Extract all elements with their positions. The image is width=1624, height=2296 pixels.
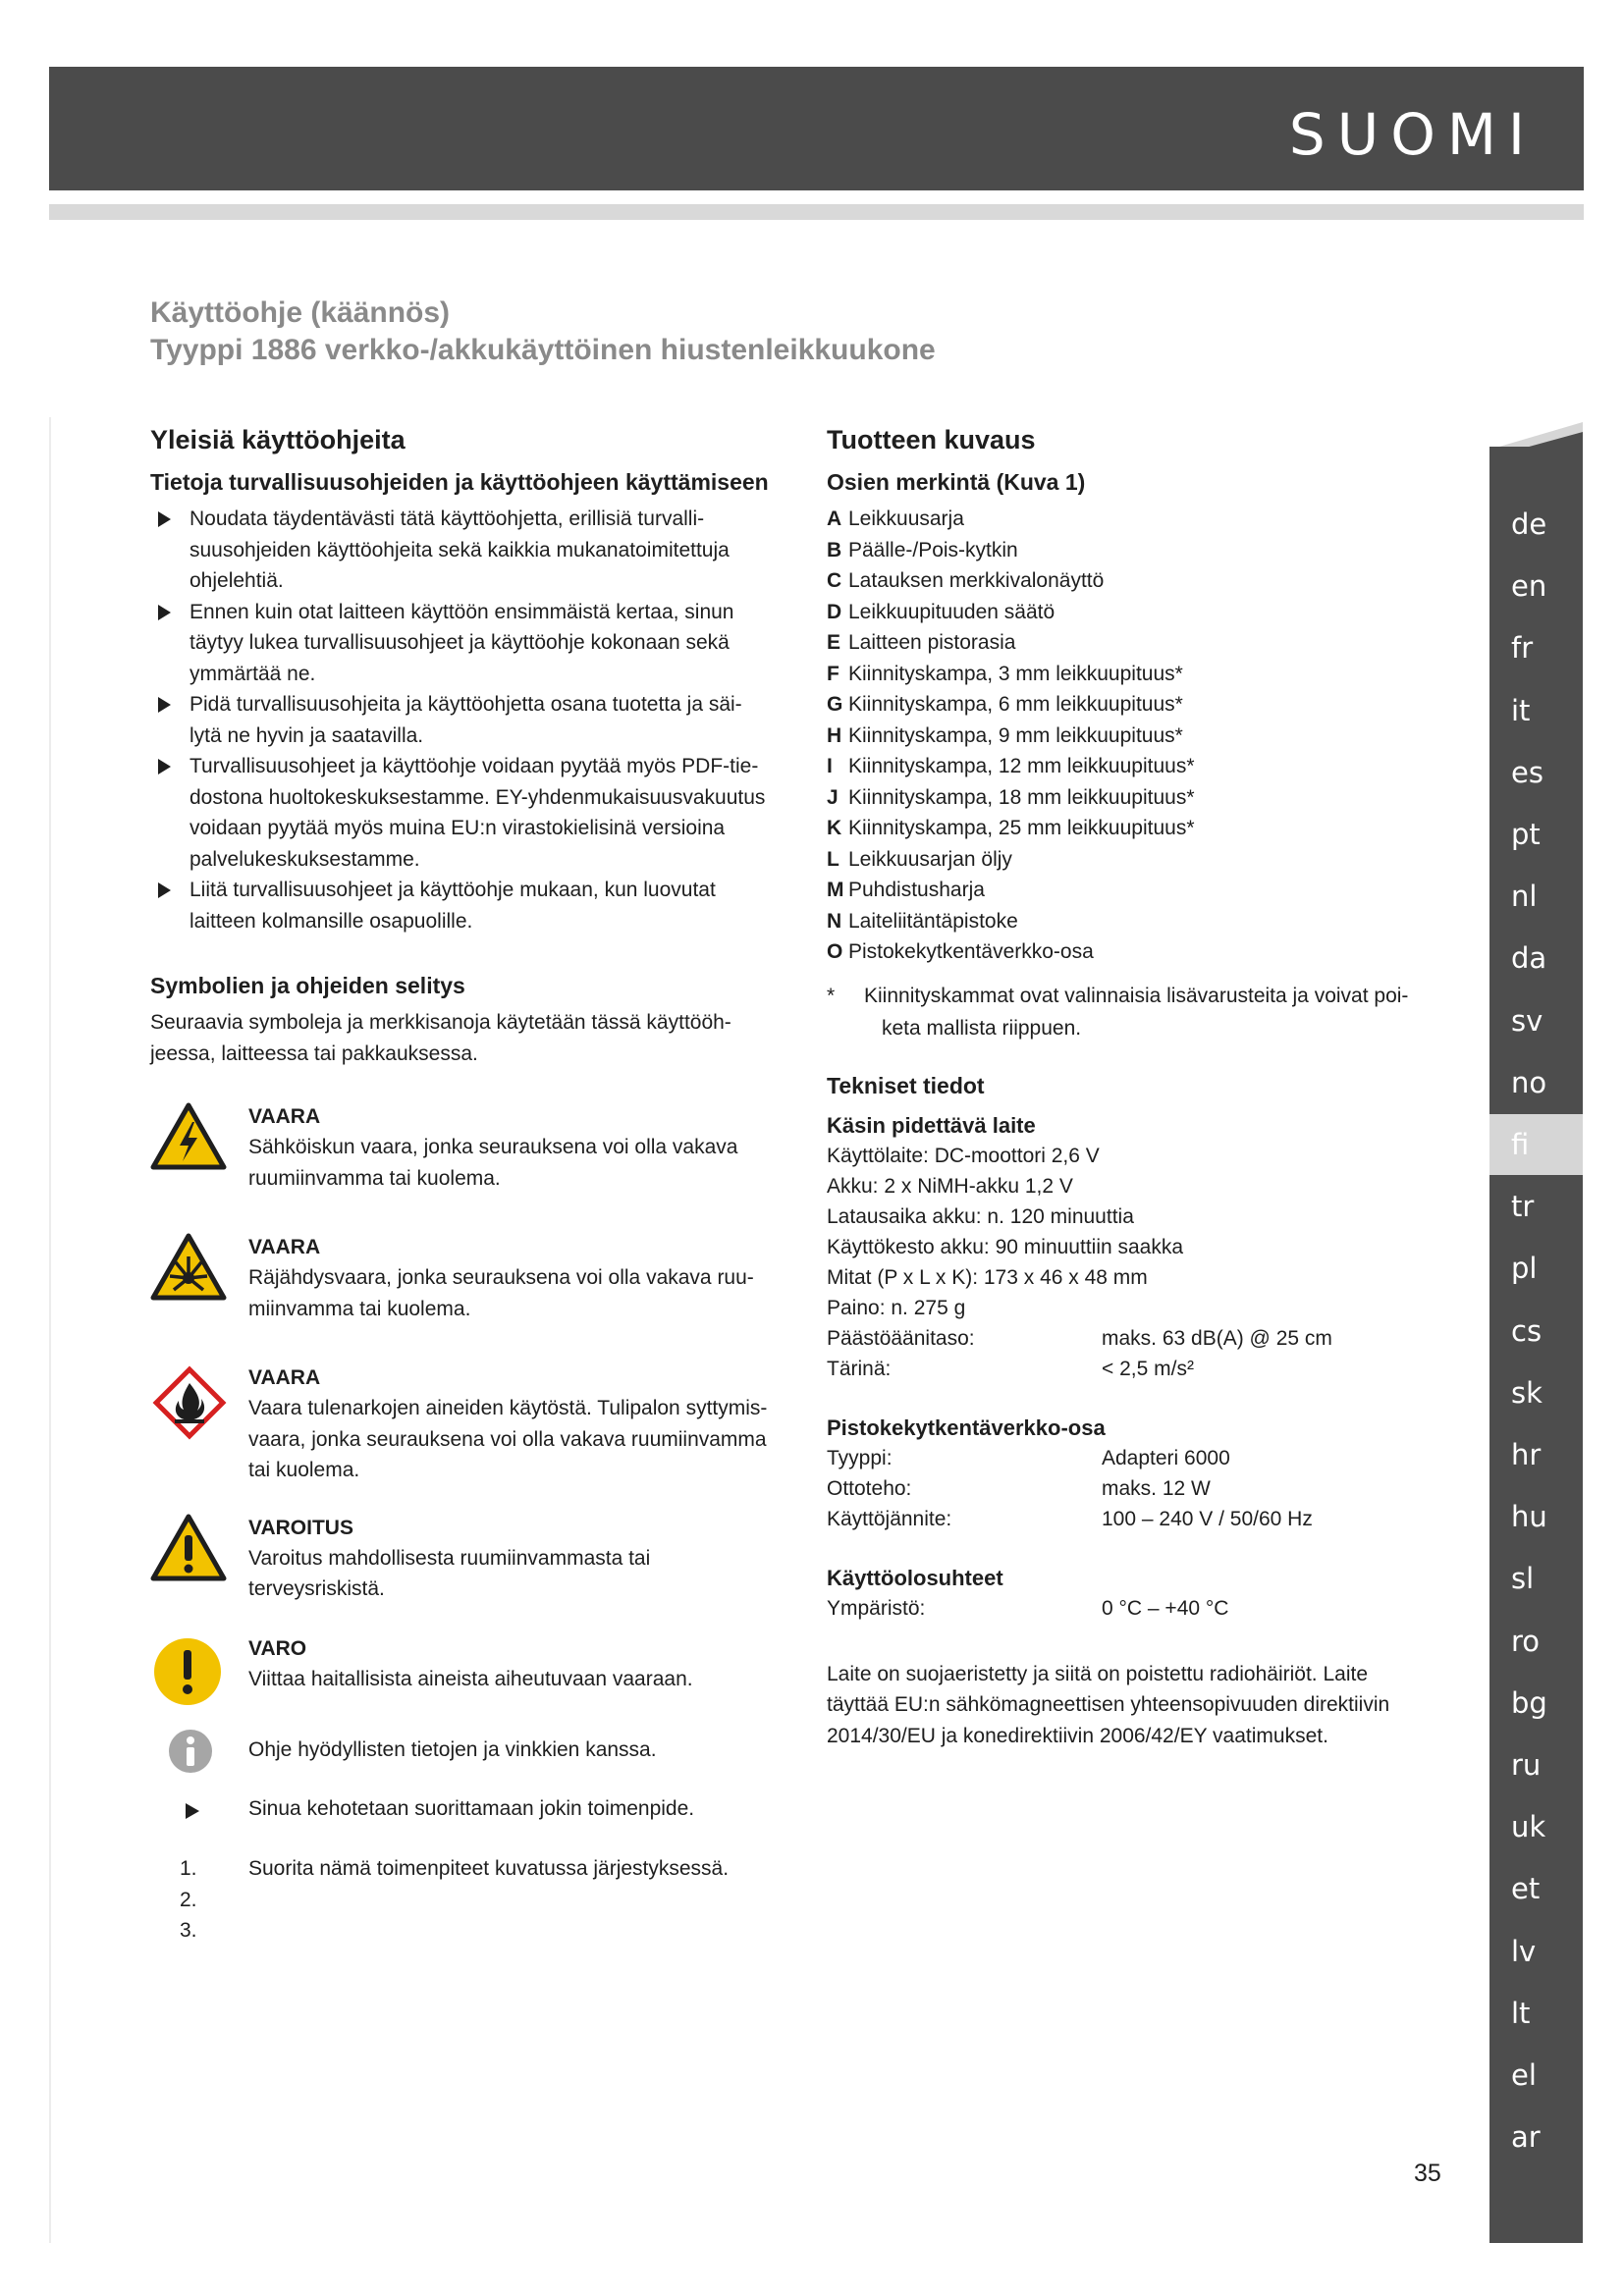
language-tab-el[interactable]: el [1511,2058,1537,2092]
bullet-item [150,689,779,751]
spec-line: Latausaika akku: n. 120 minuuttia [827,1204,1134,1228]
language-tab-cs[interactable]: cs [1511,1313,1543,1348]
tech-heading: Tekniset tiedot [827,1072,985,1098]
symbol-label: VAARA [248,1366,321,1389]
part-item [827,597,1416,628]
symbol-electric [150,1102,779,1194]
part-letter: E [827,631,841,654]
parts-note-line1: Kiinnityskammat ovat valinnaisia lisävarusteita ja voivat poi- [864,984,1409,1007]
bullet-item [150,875,779,936]
info-icon [150,1729,248,1774]
parts-note-line2: keta mallista riippuen. [882,1016,1082,1040]
language-tab-sl[interactable]: sl [1511,1562,1535,1596]
handheld-heading: Käsin pidettävä laite [827,1112,1036,1138]
bullet-item [150,597,779,690]
part-item [827,565,1416,597]
step-number: 3. [180,1919,197,1942]
margin-line [49,417,51,2243]
part-text: Laiteliitäntäpistoke [848,909,1018,933]
caution-icon [150,1634,248,1709]
language-tab-lt[interactable]: lt [1511,1996,1531,2030]
header-band [49,67,1584,190]
language-tab-pl[interactable]: pl [1511,1252,1538,1286]
step-number: 1. [180,1857,197,1880]
spec-line: Paino: n. 275 g [827,1296,966,1319]
language-tab-en[interactable]: en [1511,569,1547,604]
language-tab-fi[interactable]: fi [1489,1114,1583,1175]
language-tab-ru[interactable]: ru [1511,1748,1542,1782]
symbol-explosion [150,1233,779,1324]
closing-line: 2014/30/EU ja konedirektiivin 2006/42/EY vaatimukset. [827,1724,1328,1747]
language-tab-hr[interactable]: hr [1511,1438,1542,1471]
document-title-line1: Käyttöohje (käännös) [150,296,451,329]
bullet-item [150,504,779,597]
part-letter: A [827,507,842,530]
part-item [827,627,1416,659]
language-tab-hu[interactable]: hu [1511,1500,1547,1534]
part-text: Puhdistusharja [848,879,985,901]
spec-row [827,1473,1416,1504]
bullet-arrow-icon [158,605,171,620]
symbol-text-line: terveysriskistä. [248,1577,385,1600]
bullet-text: Ennen kuin otat laitteen käyttöön ensimmäistä kertaa, sinun täytyy lukea turvallisuusohjeet ja käyttöohje kokonaan sekä ymmärtää ne. [189,600,734,685]
symbol-text-line: Vaara tulenarkojen aineiden käytöstä. Tulipalon syttymis- [248,1397,768,1419]
symbol-flammable [150,1363,779,1486]
part-item [827,504,1416,535]
symbol-warning [150,1514,779,1605]
symbol-info [150,1729,779,1774]
bullet-arrow-icon [158,511,171,527]
part-text: Kiinnityskampa, 6 mm leikkuupituus* [848,693,1183,716]
part-text: Päälle-/Pois-kytkin [848,538,1018,561]
document-title [150,294,936,369]
spec-key: Päästöäänitaso: [827,1326,975,1350]
bullet-arrow-icon [158,882,171,898]
language-tab-et[interactable]: et [1511,1872,1541,1906]
part-letter: F [827,662,839,685]
language-tab-ro[interactable]: ro [1511,1624,1541,1658]
language-tab-sv[interactable]: sv [1511,1003,1543,1038]
electric-hazard-icon [150,1102,248,1171]
bullet-text: Pidä turvallisuusohjeita ja käyttöohjetta osana tuotetta ja säi- lytä ne hyvin ja saatavilla. [189,693,742,747]
part-text: Latauksen merkkivalonäyttö [848,569,1105,592]
part-text: Laitteen pistorasia [848,631,1016,654]
symbol-action [150,1793,779,1825]
part-item [827,906,1416,937]
spec-row-vibration [827,1354,1416,1384]
spec-value: maks. 63 dB(A) @ 25 cm [1102,1326,1332,1350]
symbol-label: VAARA [248,1236,321,1258]
language-tab-lv[interactable]: lv [1511,1934,1537,1968]
language-title: SUOMI [1288,101,1537,168]
symbol-text-line: Varoitus mahdollisesta ruumiinvammasta tai [248,1546,651,1570]
spec-value: 100 – 240 V / 50/60 Hz [1102,1507,1313,1530]
part-item [827,535,1416,566]
bullet-text: Noudata täydentävästi tätä käyttöohjetta, erillisiä turvalli- suusohjeiden käyttöohjeita sekä kaikkia mukanatoimitettuja ohjelehtiä. [189,507,730,592]
part-item [827,659,1416,690]
symbol-text-line: Sähköiskun vaara, jonka seurauksena voi olla vakava [248,1136,738,1158]
symbol-text-line: miinvamma tai kuolema. [248,1297,471,1320]
spec-value: maks. 12 W [1102,1476,1211,1500]
part-item [827,813,1416,844]
safety-subheading: Tietoja turvallisuusohjeiden ja käyttöohjeen käyttämiseen [150,469,769,495]
symbol-steps [150,1853,779,1947]
safety-bullet-list [150,504,779,936]
part-text: Kiinnityskampa, 9 mm leikkuupituus* [848,723,1183,747]
symbols-intro-line2: jeessa, laitteessa tai pakkauksessa. [150,1041,478,1065]
language-tab-ar[interactable]: ar [1511,2120,1541,2155]
part-text: Pistokekytkentäverkko-osa [848,940,1094,963]
part-letter: M [827,879,844,901]
part-letter: O [827,940,843,963]
parts-note [827,980,1416,1044]
spec-key: Tyyppi: [827,1446,893,1469]
symbol-text-line: vaara, jonka seurauksena voi olla vakava ruumiinvamma [248,1427,767,1451]
language-tab-fr[interactable]: fr [1511,631,1534,666]
language-tab-nl[interactable]: nl [1511,880,1538,914]
spec-line: Akku: 2 x NiMH-akku 1,2 V [827,1174,1073,1198]
header-stripe [49,204,1584,220]
language-tab-es[interactable]: es [1511,755,1543,789]
language-tab-strip [1489,447,1583,2243]
part-text: Leikkuupituuden säätö [848,600,1056,623]
language-tab-pt[interactable]: pt [1511,818,1541,851]
bullet-arrow-icon [158,759,171,774]
symbol-label: VARO [248,1636,307,1660]
flammable-hazard-icon [150,1363,248,1442]
spec-line: Käyttölaite: DC-moottori 2,6 V [827,1144,1100,1167]
handheld-specs [827,1141,1416,1384]
part-letter: N [827,909,842,933]
language-tab-tr[interactable]: tr [1511,1190,1535,1224]
part-text: Kiinnityskampa, 3 mm leikkuupituus* [848,662,1183,685]
part-letter: C [827,569,842,592]
part-item [827,721,1416,752]
note-asterisk: * [827,984,836,1007]
language-tab-de[interactable]: de [1511,507,1547,541]
closing-paragraph [827,1659,1416,1752]
part-letter: G [827,693,843,716]
symbol-text-line: tai kuolema. [248,1459,360,1481]
symbol-caution [150,1634,779,1709]
bullet-text: Turvallisuusohjeet ja käyttöohje voidaan pyytää myös PDF-tie- dostona huoltokeskuksestamme. EY-yhdenmukaisuusvakuutus voidaan pyytää myös muina EU:n virastokielisinä versioina palvelukeskuksestamme. [189,755,766,871]
part-item [827,751,1416,782]
part-item [827,689,1416,721]
spec-value: 0 °C – +40 °C [1102,1596,1229,1620]
part-item [827,782,1416,814]
general-heading: Yleisiä käyttöohjeita [150,425,406,454]
parts-subheading: Osien merkintä (Kuva 1) [827,469,1086,495]
explosion-hazard-icon [150,1233,248,1302]
product-heading: Tuotteen kuvaus [827,425,1036,454]
symbol-text-line: Räjähdysvaara, jonka seurauksena voi olla vakava ruu- [248,1266,754,1289]
info-text: Ohje hyödyllisten tietojen ja vinkkien kanssa. [248,1737,657,1761]
psu-heading: Pistokekytkentäverkko-osa [827,1415,1106,1440]
closing-line: Laite on suojaeristetty ja siitä on poistettu radiohäiriöt. Laite [827,1662,1368,1685]
bullet-arrow-icon [158,697,171,713]
symbols-intro-line1: Seuraavia symboleja ja merkkisanoja käytetään tässä käyttööh- [150,1011,731,1034]
part-letter: K [827,817,842,839]
part-letter: J [827,785,839,809]
spec-line: Käyttökesto akku: 90 minuuttiin saakka [827,1235,1184,1258]
env-heading: Käyttöolosuhteet [827,1565,1003,1590]
part-item [827,875,1416,906]
part-letter: H [827,723,842,747]
spec-row-environment [827,1593,1416,1624]
language-tab-uk[interactable]: uk [1511,1810,1546,1844]
symbol-text-line: ruumiinvamma tai kuolema. [248,1166,501,1190]
spec-value: < 2,5 m/s² [1102,1357,1194,1380]
left-column [150,422,779,1947]
part-text: Leikkuusarja [848,507,964,530]
spec-row [827,1504,1416,1534]
language-tab-da[interactable]: da [1511,941,1547,976]
right-column [827,422,1416,1751]
bullet-text: Liitä turvallisuusohjeet ja käyttöohje mukaan, kun luovutat laitteen kolmansille osapuolille. [189,879,716,933]
part-item [827,936,1416,968]
language-tab-sk[interactable]: sk [1511,1375,1543,1410]
part-text: Leikkuusarjan öljy [848,847,1012,871]
page-number: 35 [1414,2160,1441,2187]
spec-row-noise [827,1323,1416,1354]
part-letter: D [827,600,842,623]
part-letter: I [827,755,833,777]
part-text: Kiinnityskampa, 18 mm leikkuupituus* [848,785,1195,809]
part-letter: L [827,847,839,871]
step-number: 2. [180,1888,197,1911]
symbol-text-line: Viittaa haitallisista aineista aiheutuvaan vaaraan. [248,1667,693,1690]
symbols-heading: Symbolien ja ohjeiden selitys [150,973,465,998]
symbol-label: VAROITUS [248,1516,353,1539]
warning-triangle-icon [150,1514,248,1582]
symbol-label: VAARA [248,1105,321,1128]
part-text: Kiinnityskampa, 25 mm leikkuupituus* [848,817,1195,839]
part-text: Kiinnityskampa, 12 mm leikkuupituus* [848,755,1195,777]
language-tab-it[interactable]: it [1511,693,1531,727]
closing-line: täyttää EU:n sähkömagneettisen yhteensopivuuden direktiivin [827,1693,1390,1716]
psu-specs [827,1443,1416,1534]
step-numbers [150,1853,248,1947]
spec-key: Ottoteho: [827,1476,912,1500]
spec-value: Adapteri 6000 [1102,1446,1230,1469]
spec-key: Ympäristö: [827,1596,926,1620]
language-tab-bg[interactable]: bg [1511,1685,1547,1720]
spec-line: Mitat (P x L x K): 173 x 46 x 48 mm [827,1265,1148,1289]
action-arrow-icon [150,1793,248,1819]
parts-list [827,504,1416,968]
document-title-line2: Tyyppi 1886 verkko-/akkukäyttöinen hiustenleikkuukone [150,334,936,366]
part-item [827,844,1416,876]
action-text: Sinua kehotetaan suorittamaan jokin toimenpide. [248,1796,695,1820]
spec-key: Tärinä: [827,1357,892,1380]
steps-text: Suorita nämä toimenpiteet kuvatussa järjestyksessä. [248,1857,730,1880]
part-letter: B [827,538,842,561]
bullet-item [150,751,779,875]
language-tab-no[interactable]: no [1511,1065,1547,1099]
spec-row [827,1443,1416,1473]
spec-key: Käyttöjännite: [827,1507,952,1530]
